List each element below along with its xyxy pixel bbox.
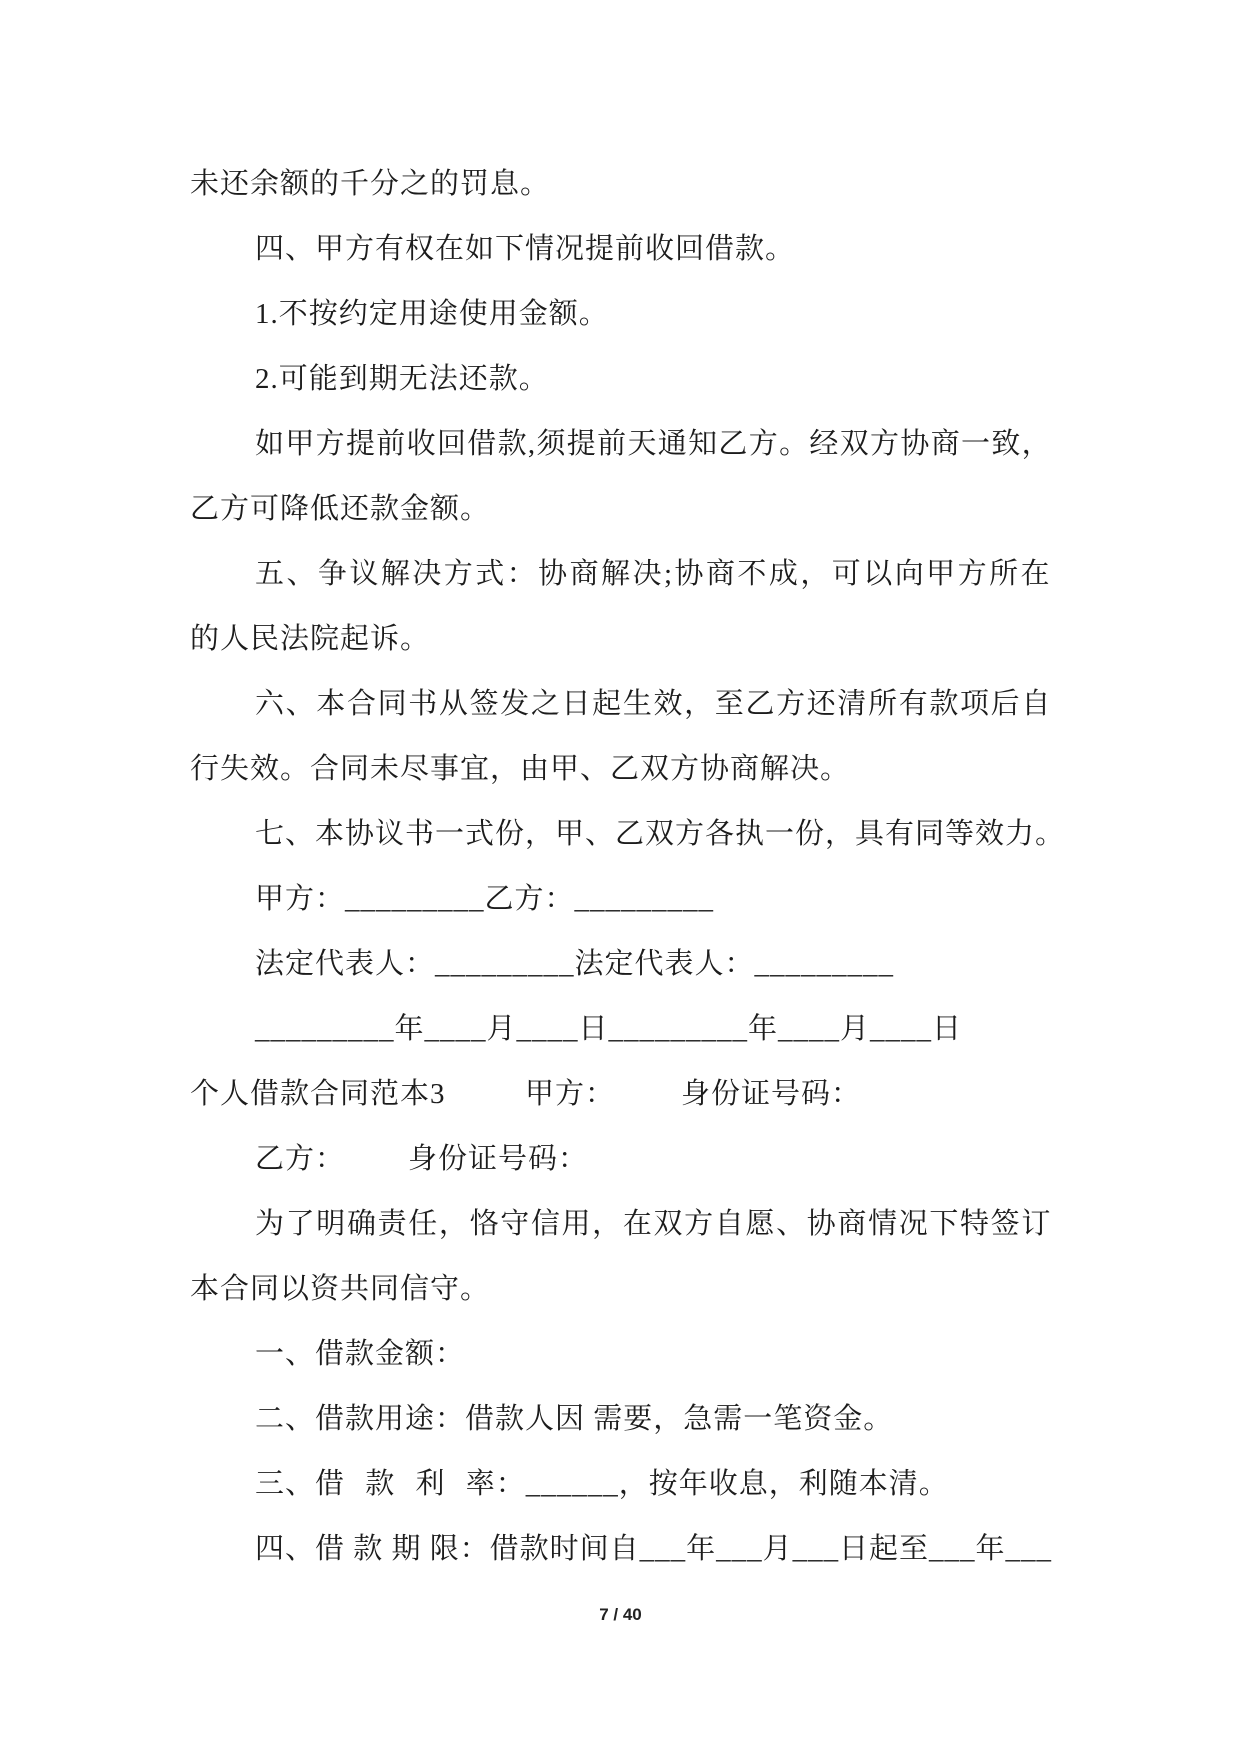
clause-heading: 四、借 款 期 限：借款时间自___年___月___日起至___年___ [255, 1533, 1052, 1565]
text-line: 乙方可降低还款金额。 [190, 493, 491, 525]
list-item: 2.可能到期无法还款。 [255, 363, 549, 395]
page-number: 7 / 40 [599, 1605, 642, 1624]
clause-heading: 四、甲方有权在如下情况提前收回借款。 [255, 233, 796, 265]
text-line: 为了明确责任，恪守信用，在双方自愿、协商情况下特签订 [255, 1208, 1052, 1240]
text-line: 本合同以资共同信守。 [190, 1273, 491, 1305]
text-line: 未还余额的千分之的罚息。 [190, 168, 551, 200]
clause-heading: 三、借 款 利 率：______，按年收息，利随本清。 [255, 1468, 949, 1500]
signature-parties-line: 甲方：_________乙方：_________ [255, 883, 715, 915]
party-b-id-label: 身份证号码： [408, 1143, 589, 1175]
signature-representatives-line: 法定代表人：_________法定代表人：_________ [255, 948, 895, 980]
text-line: 如甲方提前收回借款,须提前天通知乙方。经双方协商一致， [255, 428, 1052, 460]
party-a-id-label: 身份证号码： [681, 1078, 862, 1110]
party-b-label: 乙方： [255, 1143, 346, 1175]
contract-header-line [190, 1062, 1052, 1127]
clause-heading: 一、借款金额： [255, 1338, 466, 1370]
contract-title: 个人借款合同范本3 [190, 1078, 446, 1110]
clause-heading: 六、本合同书从签发之日起生效，至乙方还清所有款项后自 [255, 688, 1052, 720]
party-b-line [190, 1127, 1052, 1192]
signature-dates-line: _________年____月____日_________年____月____日 [255, 1013, 963, 1045]
list-item: 1.不按约定用途使用金额。 [255, 298, 609, 330]
document-body [190, 152, 1066, 1582]
text-line: 行失效。合同未尽事宜，由甲、乙双方协商解决。 [190, 753, 851, 785]
clause-heading: 七、本协议书一式份，甲、乙双方各执一份，具有同等效力。 [255, 818, 1066, 850]
party-a-label: 甲方： [525, 1078, 616, 1110]
clause-heading: 五、争议解决方式：协商解决;协商不成，可以向甲方所在 [255, 558, 1052, 590]
text-line: 的人民法院起诉。 [190, 623, 431, 655]
clause-heading: 二、借款用途：借款人因 需要，急需一笔资金。 [255, 1403, 894, 1435]
